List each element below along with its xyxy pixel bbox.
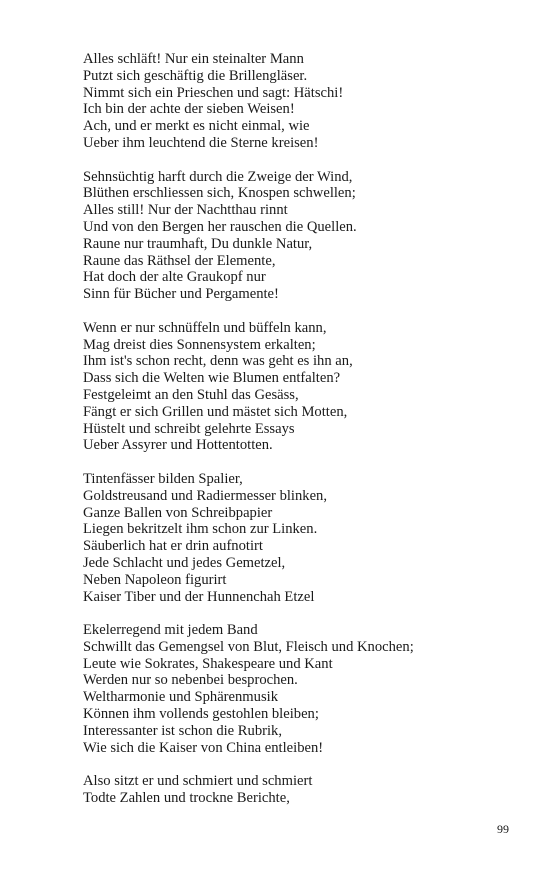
poem-line: Ganze Ballen von Schreibpapier (83, 504, 273, 521)
poem-line: Ich bin der achte der sieben Weisen! (83, 101, 295, 118)
stanza (83, 471, 523, 605)
poem-line: Wenn er nur schnüffeln und büffeln kann, (83, 319, 327, 336)
poem-line: Nimmt sich ein Prieschen und sagt: Hätschi! (83, 84, 344, 101)
poem-line: Alles schläft! Nur ein steinalter Mann (83, 51, 304, 67)
poem-line: Dass sich die Welten wie Blumen entfalten? (83, 370, 341, 387)
poem-line: Neben Napoleon figurirt (83, 571, 227, 588)
poem-line: Sinn für Bücher und Pergamente! (83, 286, 279, 303)
poem-line: Ach, und er merkt es nicht einmal, wie (83, 118, 310, 135)
poem-line: Leute wie Sokrates, Shakespeare und Kant (83, 655, 333, 672)
poem-line: Können ihm vollends gestohlen bleiben; (83, 706, 319, 723)
stanza (83, 320, 523, 454)
poem-line: Kaiser Tiber und der Hunnenchah Etzel (83, 588, 315, 605)
stanza (83, 169, 523, 303)
poem-line: Interessanter ist schon die Rubrik, (83, 722, 282, 739)
poem-line: Und von den Bergen her rauschen die Quellen. (83, 218, 357, 235)
poem-line: Raune das Räthsel der Elemente, (83, 252, 276, 269)
stanza (83, 51, 523, 152)
poem-line: Todte Zahlen und trockne Berichte, (83, 790, 290, 807)
poem-line: Also sitzt er und schmiert und schmiert (83, 773, 313, 790)
poem-line: Goldstreusand und Radiermesser blinken, (83, 487, 327, 504)
poem-text (83, 51, 523, 824)
poem-line: Liegen bekritzelt ihm schon zur Linken. (83, 521, 318, 538)
poem-line: Blüthen erschliessen sich, Knospen schwellen; (83, 185, 356, 202)
stanza (83, 773, 523, 807)
page-number: 99 (497, 822, 509, 836)
poem-line: Putzt sich geschäftig die Brillengläser. (83, 67, 308, 84)
poem-line: Hat doch der alte Graukopf nur (83, 269, 266, 286)
poem-line: Jede Schlacht und jedes Gemetzel, (83, 554, 286, 571)
poem-line: Ihm ist's schon recht, denn was geht es ihn an, (83, 353, 353, 370)
poem-line: Wie sich die Kaiser von China entleiben! (83, 739, 324, 756)
poem-line: Schwillt das Gemengsel von Blut, Fleisch und Knochen; (83, 638, 414, 655)
stanza (83, 622, 523, 756)
poem-line: Fängt er sich Grillen und mästet sich Motten, (83, 403, 348, 420)
poem-line: Ueber Assyrer und Hottentotten. (83, 437, 273, 454)
poem-line: Alles still! Nur der Nachtthau rinnt (83, 202, 288, 219)
poem-line: Weltharmonie und Sphärenmusik (83, 689, 278, 706)
poem-line: Sehnsüchtig harft durch die Zweige der Wind, (83, 168, 353, 185)
poem-line: Tintenfässer bilden Spalier, (83, 470, 243, 487)
poem-line: Ekelerregend mit jedem Band (83, 622, 258, 639)
poem-line: Werden nur so nebenbei besprochen. (83, 672, 298, 689)
poem-line: Hüstelt und schreibt gelehrte Essays (83, 420, 295, 437)
poem-line: Mag dreist dies Sonnensystem erkalten; (83, 336, 316, 353)
poem-line: Festgeleimt an den Stuhl das Gesäss, (83, 386, 299, 403)
poem-line: Ueber ihm leuchtend die Sterne kreisen! (83, 134, 319, 151)
poem-line: Säuberlich hat er drin aufnotirt (83, 538, 263, 555)
poem-line: Raune nur traumhaft, Du dunkle Natur, (83, 235, 313, 252)
